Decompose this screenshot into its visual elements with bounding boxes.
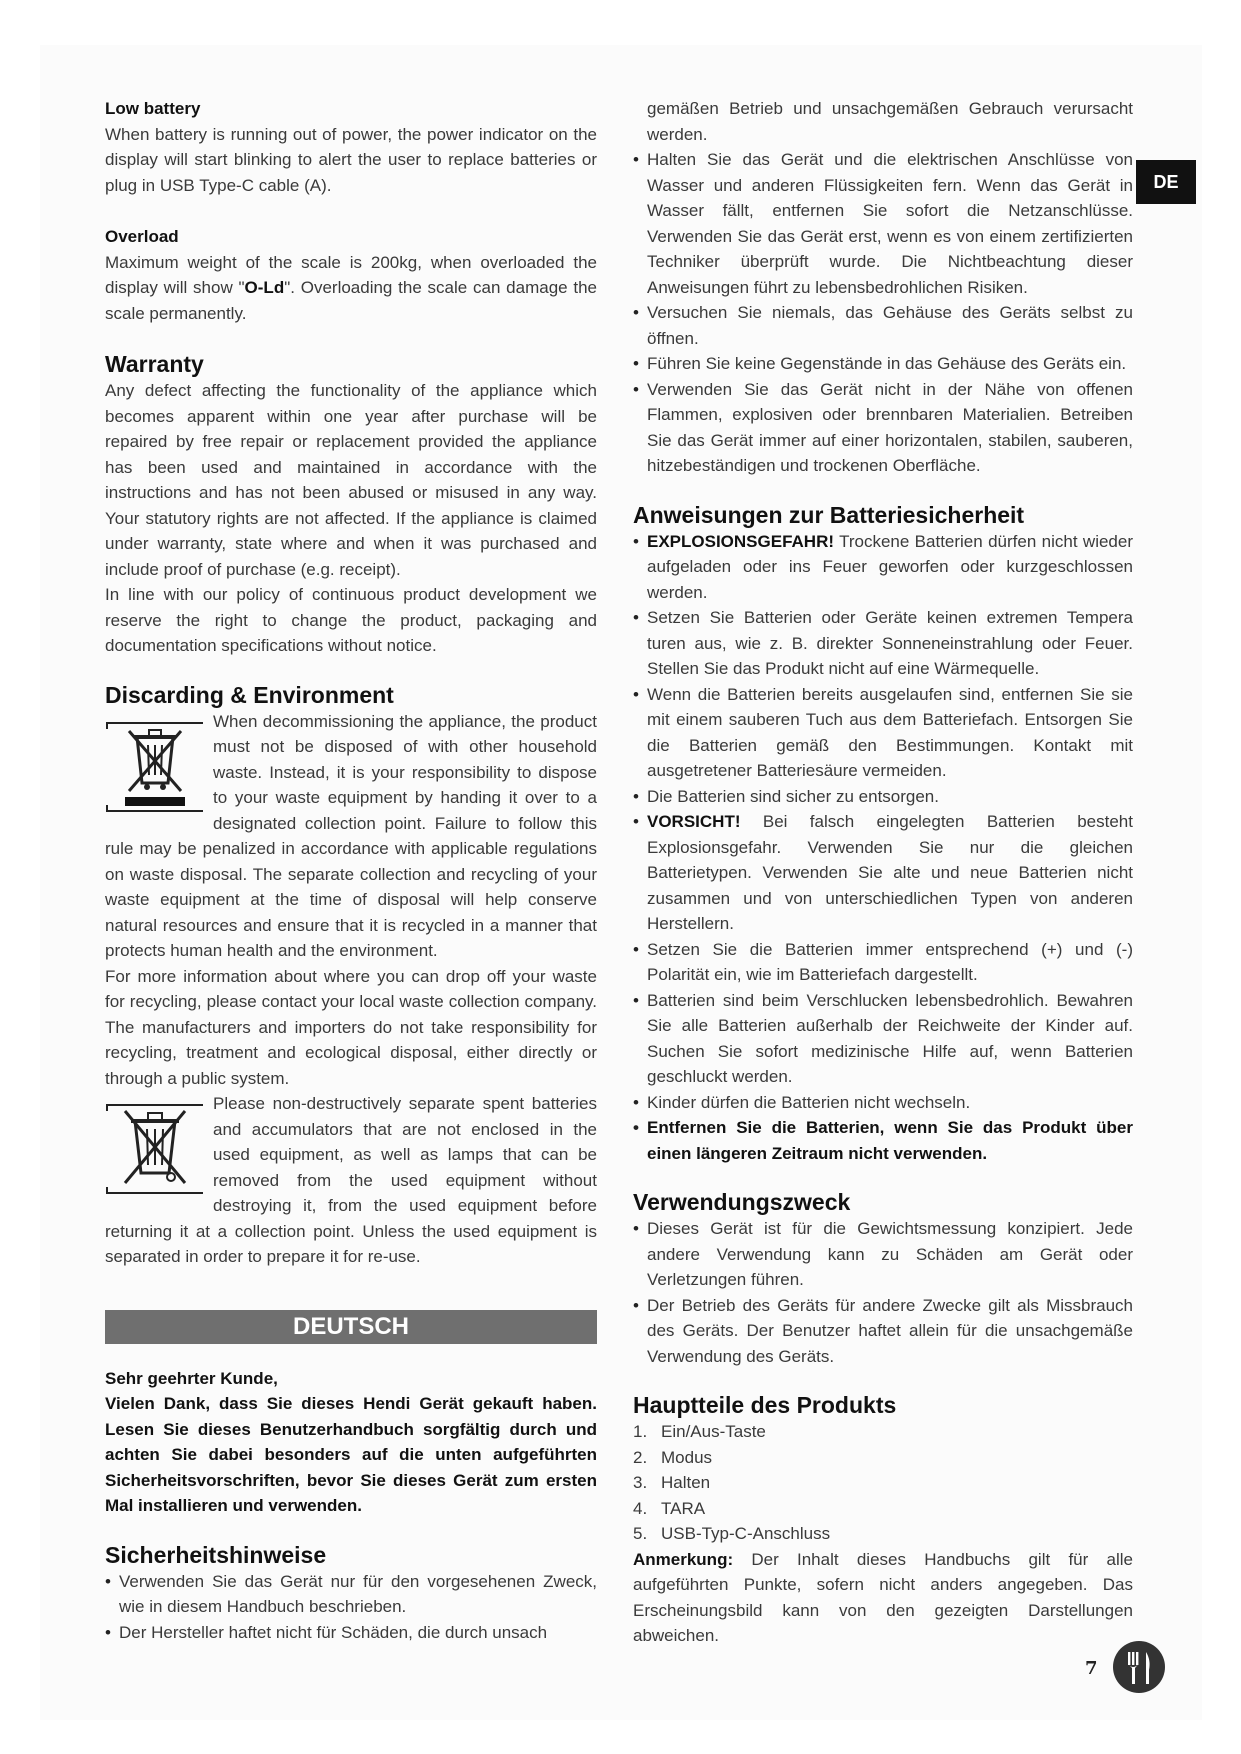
parts-item: 4. TARA bbox=[633, 1498, 706, 1518]
safety-item: • Versuchen Sie niemals, das Gehäuse des Geräts selbst zu öffnen. bbox=[633, 300, 1133, 351]
battery-item: • Setzen Sie die Batterien immer entsprechend (+) und (-) Polarität ein, wie im Batteriefach dargestellt. bbox=[633, 937, 1133, 988]
warranty-title: Warranty bbox=[105, 351, 204, 377]
battery-safety-list bbox=[633, 529, 1133, 1167]
battery-item: • Setzen Sie Batterien oder Geräte keinen extremen Tempera turen aus, wie z. B. direkter Sonneneinstrahlung oder Feuer. Stellen Sie das Produkt nicht auf eine Wärmequelle. bbox=[633, 605, 1133, 682]
parts-item: 3. Halten bbox=[633, 1473, 711, 1492]
overload-text: Maximum weight of the scale is 200kg, when overloaded the display will show "O-Ld". Overloading the scale can damage the scale permanently. bbox=[105, 252, 597, 323]
cutlery-logo-icon bbox=[1112, 1640, 1166, 1694]
parts-list bbox=[633, 1419, 1133, 1547]
battery-item: • Wenn die Batterien bereits ausgelaufen sind, entfernen Sie sie mit einem sauberen Tuch aus dem Batteriefach. Entsorgen Sie die Batterien gemäß den Bestimmungen. Kontakt mit ausgetretener Batteriesäure vermeiden. bbox=[633, 682, 1133, 784]
parts-item: 1. Ein/Aus-Taste bbox=[633, 1422, 766, 1441]
usage-item: • Dieses Gerät ist für die Gewichtsmessung konzipiert. Jede andere Verwendung kann zu Schäden am Gerät oder Verletzungen führen. bbox=[633, 1216, 1133, 1293]
safety-list-continued bbox=[633, 147, 1133, 479]
parts-item: 2. Modus bbox=[633, 1447, 713, 1467]
warranty-paragraph-2: In line with our policy of continuous product development we reserve the right to change the product, packaging and documentation specifications without notice. bbox=[105, 585, 597, 655]
battery-item: • Entfernen Sie die Batterien, wenn Sie das Produkt über einen längeren Zeitraum nicht verwenden. bbox=[633, 1115, 1133, 1166]
parts-note: Anmerkung: Der Inhalt dieses Handbuchs gilt für alle aufgeführten Punkte, sofern nicht anders angegeben. Das Erscheinungsbild kann von den gezeigten Darstellungen abweichen. bbox=[633, 1549, 1133, 1645]
left-column bbox=[105, 96, 597, 1645]
battery-item: • Die Batterien sind sicher zu entsorgen. bbox=[633, 784, 1133, 810]
language-section-banner: DEUTSCH bbox=[105, 1310, 597, 1344]
battery-item: • Kinder dürfen die Batterien nicht wechseln. bbox=[633, 1090, 1133, 1116]
safety-item: • Verwenden Sie das Gerät nicht in der Nähe von offenen Flammen, explosiven oder brennbaren Materialien. Betreiben Sie das Gerät immer auf einer horizontalen, stabilen, sauberen, hitzebeständigen und trockenen Oberfläche. bbox=[633, 377, 1133, 479]
warranty-paragraph-1: Any defect affecting the functionality of the appliance which becomes apparent within one year after purchase will be repaired by free repair or replacement provided the appliance has been used and maintained in accordance with the instructions and has not been abused or misused in any way. Your statutory rights are not affected. If the appliance is claimed under warranty, state where and when it was purchased and include proof of purchase (e.g. receipt). bbox=[105, 381, 597, 579]
language-tab-de: DE bbox=[1136, 160, 1196, 204]
safety-item: • Halten Sie das Gerät und die elektrischen Anschlüsse von Wasser und anderen Flüssigkeiten fern. Wenn das Gerät in Wasser fällt, entfernen Sie sofort die Netzanschlüsse. Verwenden Sie das Gerät erst, wenn es von einem zertifizierten Techniker überprüft wurde. Die Nichtbeachtung dieser Anweisungen führt zu lebensbedrohlichen Risiken. bbox=[633, 147, 1133, 300]
safety-list bbox=[105, 1569, 597, 1646]
low-battery-text: When battery is running out of power, the power indicator on the display will start blinking to alert the user to replace batteries or plug in USB Type-C cable (A). bbox=[105, 124, 597, 195]
battery-item: • Batterien sind beim Verschlucken lebensbedrohlich. Bewahren Sie alle Batterien außerhalb der Reichweite der Kinder auf. Suchen Sie sofort medizinische Hilfe auf, wenn Batterien geschluckt werden. bbox=[633, 988, 1133, 1090]
safety-continuation: gemäßen Betrieb und unsachgemäßen Gebrauch verursacht werden. bbox=[647, 99, 1133, 144]
discarding-title: Discarding & Environment bbox=[105, 681, 394, 708]
usage-list bbox=[633, 1216, 1133, 1369]
battery-item: • VORSICHT! Bei falsch eingelegten Batterien besteht Explosionsgefahr. Verwenden Sie nur die gleichen Batterietypen. Verwenden Sie alte und neue Batterien nicht zusammen und von unterschiedlichen Typen von anderen Herstellern. bbox=[633, 809, 1133, 937]
parts-title: Hauptteile des Produkts bbox=[633, 1392, 897, 1418]
battery-disposal-block bbox=[105, 1091, 597, 1270]
battery-disposal-bin-icon bbox=[105, 1097, 205, 1197]
weee-block bbox=[105, 709, 597, 964]
usage-item: • Der Betrieb des Geräts für andere Zwecke gilt als Missbrauch des Geräts. Der Benutzer haftet allein für die unsachgemäße Verwendung des Geräts. bbox=[633, 1293, 1133, 1370]
overload-title: Overload bbox=[105, 227, 179, 246]
intro-text: Vielen Dank, dass Sie dieses Hendi Gerät gekauft haben. Lesen Sie dieses Benutzerhandbuch sorgfältig durch und achten Sie dabei besonders auf die unten aufgeführten Sicherheitsvorschriften, bevor Sie dieses Gerät zum ersten Mal installieren und verwenden. bbox=[105, 1394, 597, 1515]
usage-title: Verwendungszweck bbox=[633, 1189, 851, 1215]
weee-crossed-bin-icon bbox=[105, 715, 205, 815]
discarding-paragraph-2: For more information about where you can drop off your waste for recycling, please contact your local waste collection company. The manufacturers and importers do not take responsibility for recycling, treatment and ecological disposal, either directly or through a public system. bbox=[105, 966, 597, 1088]
discarding-paragraph-1: When decommissioning the appliance, the product must not be disposed of with other household waste. Instead, it is your responsibility to dispose to your waste equipment by handing it over to a designated collection point. Failure to follow this rule may be penalized in accordance with applicable regulations on waste disposal. The separate collection and recycling of your waste equipment at the time of disposal will help conserve natural resources and ensure that it is recycled in a manner that protects human health and the environment. bbox=[105, 711, 597, 960]
safety-item: • Führen Sie keine Gegenstände in das Gehäuse des Geräts ein. bbox=[633, 351, 1133, 377]
safety-title: Sicherheitshinweise bbox=[105, 1541, 327, 1568]
greeting: Sehr geehrter Kunde, bbox=[105, 1368, 278, 1388]
overload-code: O-Ld bbox=[244, 278, 285, 297]
safety-item: • Verwenden Sie das Gerät nur für den vorgesehenen Zweck, wie in diesem Handbuch beschrieben. bbox=[105, 1569, 597, 1620]
battery-safety-title: Anweisungen zur Batteriesicherheit bbox=[633, 501, 1025, 528]
safety-item: • Der Hersteller haftet nicht für Schäden, die durch unsach bbox=[105, 1620, 597, 1646]
right-column bbox=[633, 96, 1133, 1649]
discarding-paragraph-3: Please non-destructively separate spent batteries and accumulators that are not enclosed in the used equipment, as well as lamps that can be removed from the used equipment without destroying it, from the used equipment before returning it at a collection point. Unless the used equipment is separated in order to prepare it for re-use. bbox=[105, 1094, 597, 1266]
parts-item: 5. USB-Typ-C-Anschluss bbox=[633, 1524, 831, 1543]
page-number: 7 bbox=[1085, 1658, 1098, 1679]
low-battery-title: Low battery bbox=[105, 99, 201, 118]
battery-item: • EXPLOSIONSGEFAHR! Trockene Batterien dürfen nicht wieder aufgeladen oder ins Feuer geworfen oder kurzgeschlossen werden. bbox=[633, 529, 1133, 606]
